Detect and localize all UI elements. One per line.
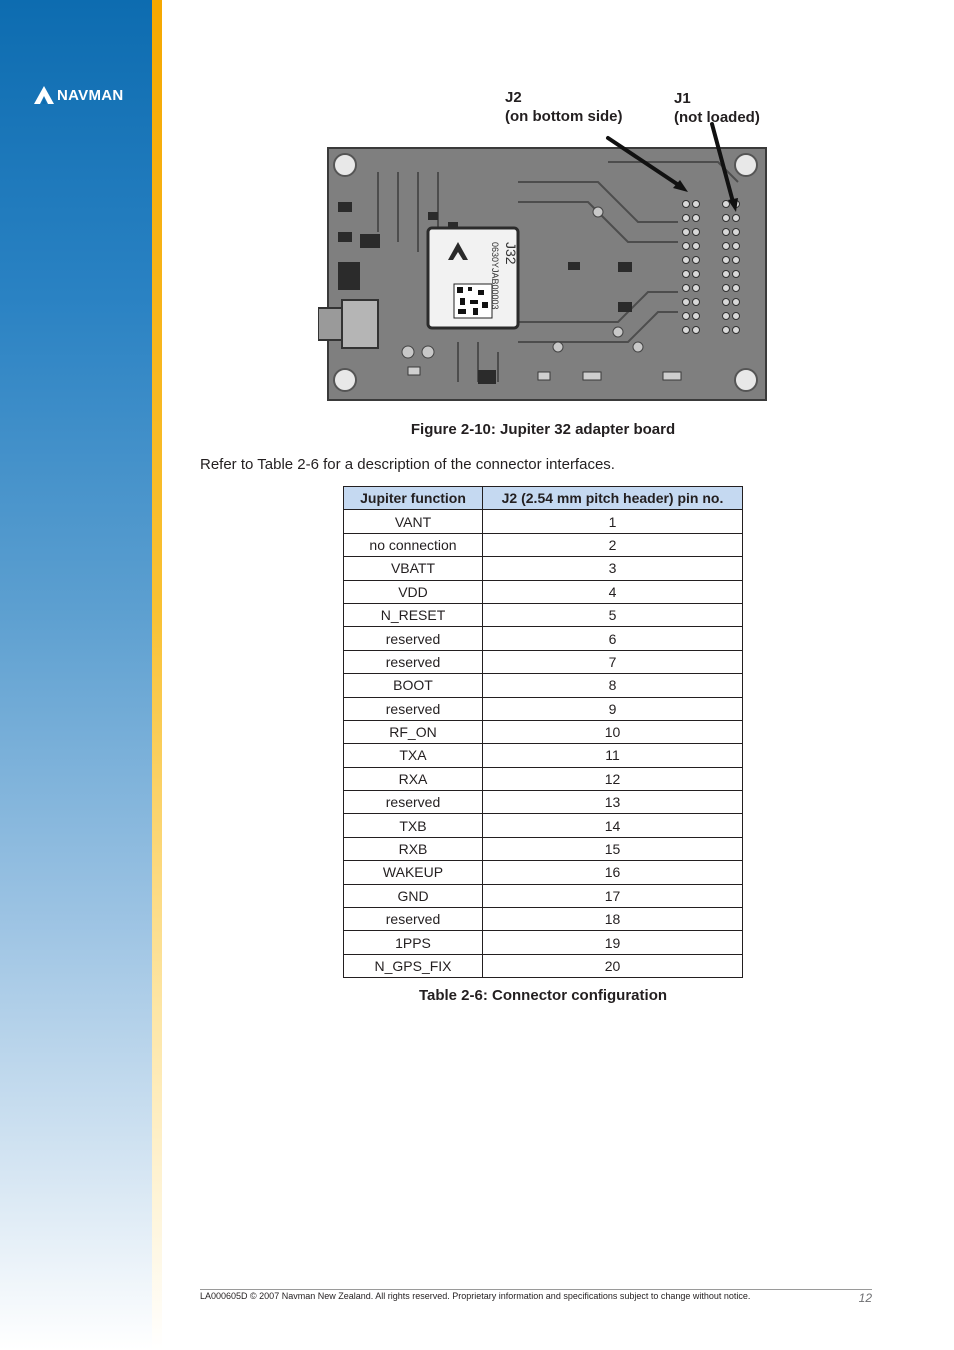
table-row — [344, 767, 743, 790]
footer-divider — [200, 1289, 872, 1290]
cell-function: reserved — [344, 908, 483, 931]
cell-function: RF_ON — [344, 720, 483, 743]
cell-function: VBATT — [344, 557, 483, 580]
navman-logo-icon — [34, 86, 54, 104]
table-row — [344, 908, 743, 931]
table-row — [344, 814, 743, 837]
cell-pin: 2 — [483, 533, 743, 556]
table-header-row — [344, 487, 743, 510]
table-row — [344, 557, 743, 580]
table-row — [344, 744, 743, 767]
table-row — [344, 580, 743, 603]
cell-function: VANT — [344, 510, 483, 533]
cell-pin: 16 — [483, 861, 743, 884]
cell-pin: 9 — [483, 697, 743, 720]
table-row — [344, 603, 743, 626]
table-row — [344, 791, 743, 814]
cell-function: 1PPS — [344, 931, 483, 954]
label-j1-note: (not loaded) — [674, 109, 760, 126]
module-brand-text: J32 — [503, 242, 519, 265]
label-j2-title: J2 — [505, 89, 522, 106]
cell-function: TXA — [344, 744, 483, 767]
accent-stripe — [152, 0, 162, 1350]
table-row — [344, 510, 743, 533]
cell-pin: 15 — [483, 837, 743, 860]
logo-text: NAVMAN — [57, 86, 124, 104]
table-row — [344, 720, 743, 743]
cell-pin: 19 — [483, 931, 743, 954]
label-j1 — [674, 89, 760, 127]
cell-pin: 7 — [483, 650, 743, 673]
cell-function: BOOT — [344, 674, 483, 697]
cell-pin: 13 — [483, 791, 743, 814]
cell-pin: 3 — [483, 557, 743, 580]
cell-pin: 17 — [483, 884, 743, 907]
header-jupiter-function: Jupiter function — [344, 487, 483, 510]
module-id-text: 0630YJAB00003 — [490, 242, 500, 310]
cell-pin: 14 — [483, 814, 743, 837]
cell-function: RXB — [344, 837, 483, 860]
table-row — [344, 931, 743, 954]
table-caption: Table 2-6: Connector configuration — [418, 987, 668, 1004]
footer-copyright: LA000605D © 2007 Navman New Zealand. All rights reserved. Proprietary information and specifications subject to change without notice. — [200, 1291, 751, 1301]
cell-pin: 5 — [483, 603, 743, 626]
cell-function: GND — [344, 884, 483, 907]
body-paragraph: Refer to Table 2-6 for a description of the connector interfaces. — [200, 456, 615, 473]
navman-logo — [34, 86, 124, 104]
cell-function: VDD — [344, 580, 483, 603]
cell-pin: 8 — [483, 674, 743, 697]
cell-function: reserved — [344, 791, 483, 814]
cell-pin: 18 — [483, 908, 743, 931]
table-row — [344, 697, 743, 720]
connector-table — [343, 486, 743, 978]
table-row — [344, 674, 743, 697]
label-j2-note: (on bottom side) — [505, 108, 623, 125]
label-j1-title: J1 — [674, 90, 691, 107]
cell-pin: 11 — [483, 744, 743, 767]
cell-function: reserved — [344, 627, 483, 650]
cell-function: RXA — [344, 767, 483, 790]
cell-pin: 12 — [483, 767, 743, 790]
label-j2 — [505, 88, 622, 126]
cell-function: N_RESET — [344, 603, 483, 626]
cell-pin: 6 — [483, 627, 743, 650]
cell-function: reserved — [344, 697, 483, 720]
cell-pin: 20 — [483, 954, 743, 977]
cell-function: TXB — [344, 814, 483, 837]
sidebar-band — [0, 0, 152, 1350]
table-row — [344, 627, 743, 650]
cell-function: N_GPS_FIX — [344, 954, 483, 977]
cell-function: no connection — [344, 533, 483, 556]
table-row — [344, 837, 743, 860]
adapter-board-photo — [318, 142, 768, 404]
cell-pin: 10 — [483, 720, 743, 743]
cell-function: reserved — [344, 650, 483, 673]
header-pin-no: J2 (2.54 mm pitch header) pin no. — [483, 487, 743, 510]
page-number: 12 — [858, 1291, 872, 1305]
cell-pin: 4 — [483, 580, 743, 603]
table-row — [344, 533, 743, 556]
figure-caption: Figure 2-10: Jupiter 32 adapter board — [410, 421, 676, 438]
table-row — [344, 954, 743, 977]
table-row — [344, 884, 743, 907]
cell-function: WAKEUP — [344, 861, 483, 884]
table-row — [344, 650, 743, 673]
cell-pin: 1 — [483, 510, 743, 533]
table-row — [344, 861, 743, 884]
